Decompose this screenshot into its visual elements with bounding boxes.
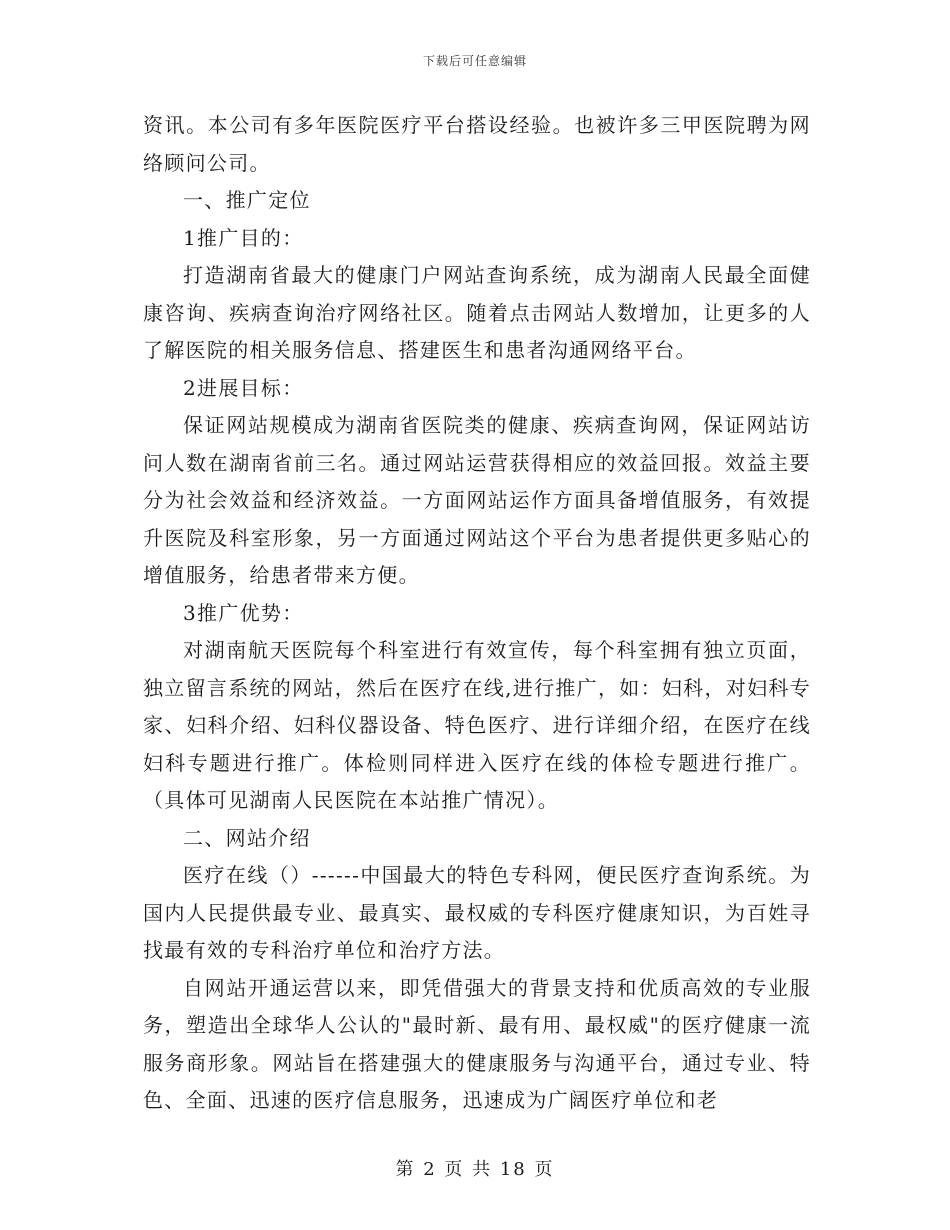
page-number: 第 2 页 共 18 页 bbox=[395, 1159, 555, 1180]
paragraph-goal: 保证网站规模成为湖南省医院类的健康、疾病查询网，保证网站访问人数在湖南省前三名。通过网站运营获得相应的效益回报。效益主要分为社会效益和经济效益。一方面网站运作方面具备增值服务，有效提升医院及科室形象，另一方面通过网站这个平台为患者提供更多贴心的增值服务，给患者带来方便。 bbox=[143, 413, 811, 587]
section-heading-positioning: 一、推广定位 bbox=[183, 188, 311, 212]
subheading-advantage: 3推广优势： bbox=[183, 600, 304, 625]
subheading-purpose: 1推广目的： bbox=[183, 225, 304, 250]
subheading-goal: 2进展目标： bbox=[183, 375, 304, 400]
paragraph-website-intro: 医疗在线（）------中国最大的特色专科网，便民医疗查询系统。为国内人民提供最专业、最真实、最权威的专科医疗健康知识，为百姓寻找最有效的专科治疗单位和治疗方法。 bbox=[143, 863, 811, 962]
document-body bbox=[143, 107, 811, 1120]
paragraph-1: 资讯。本公司有多年医院医疗平台搭设经验。也被许多三甲医院聘为网络顾问公司。 bbox=[143, 113, 811, 175]
paragraph-purpose: 打造湖南省最大的健康门户网站查询系统，成为湖南人民最全面健康咨询、疾病查询治疗网络社区。随着点击网站人数增加，让更多的人了解医院的相关服务信息、搭建医生和患者沟通网络平台。 bbox=[143, 263, 811, 362]
paragraph-advantage: 对湖南航天医院每个科室进行有效宣传，每个科室拥有独立页面，独立留言系统的网站，然后在医疗在线,进行推广，如：妇科，对妇科专家、妇科介绍、妇科仪器设备、特色医疗、进行详细介绍，在医疗在线妇科专题进行推广。体检则同样进入医疗在线的体检专题进行推广。（具体可见湖南人民医院在本站推广情况）。 bbox=[143, 638, 811, 812]
paragraph-website-history: 自网站开通运营以来，即凭借强大的背景支持和优质高效的专业服务，塑造出全球华人公认的"最时新、最有用、最权威"的医疗健康一流服务商形象。网站旨在搭建强大的健康服务与沟通平台，通过专业、特色、全面、迅速的医疗信息服务，迅速成为广阔医疗单位和老 bbox=[143, 975, 811, 1112]
page-header: 下载后可任意编辑 bbox=[422, 54, 527, 68]
section-heading-website: 二、网站介绍 bbox=[183, 825, 311, 850]
